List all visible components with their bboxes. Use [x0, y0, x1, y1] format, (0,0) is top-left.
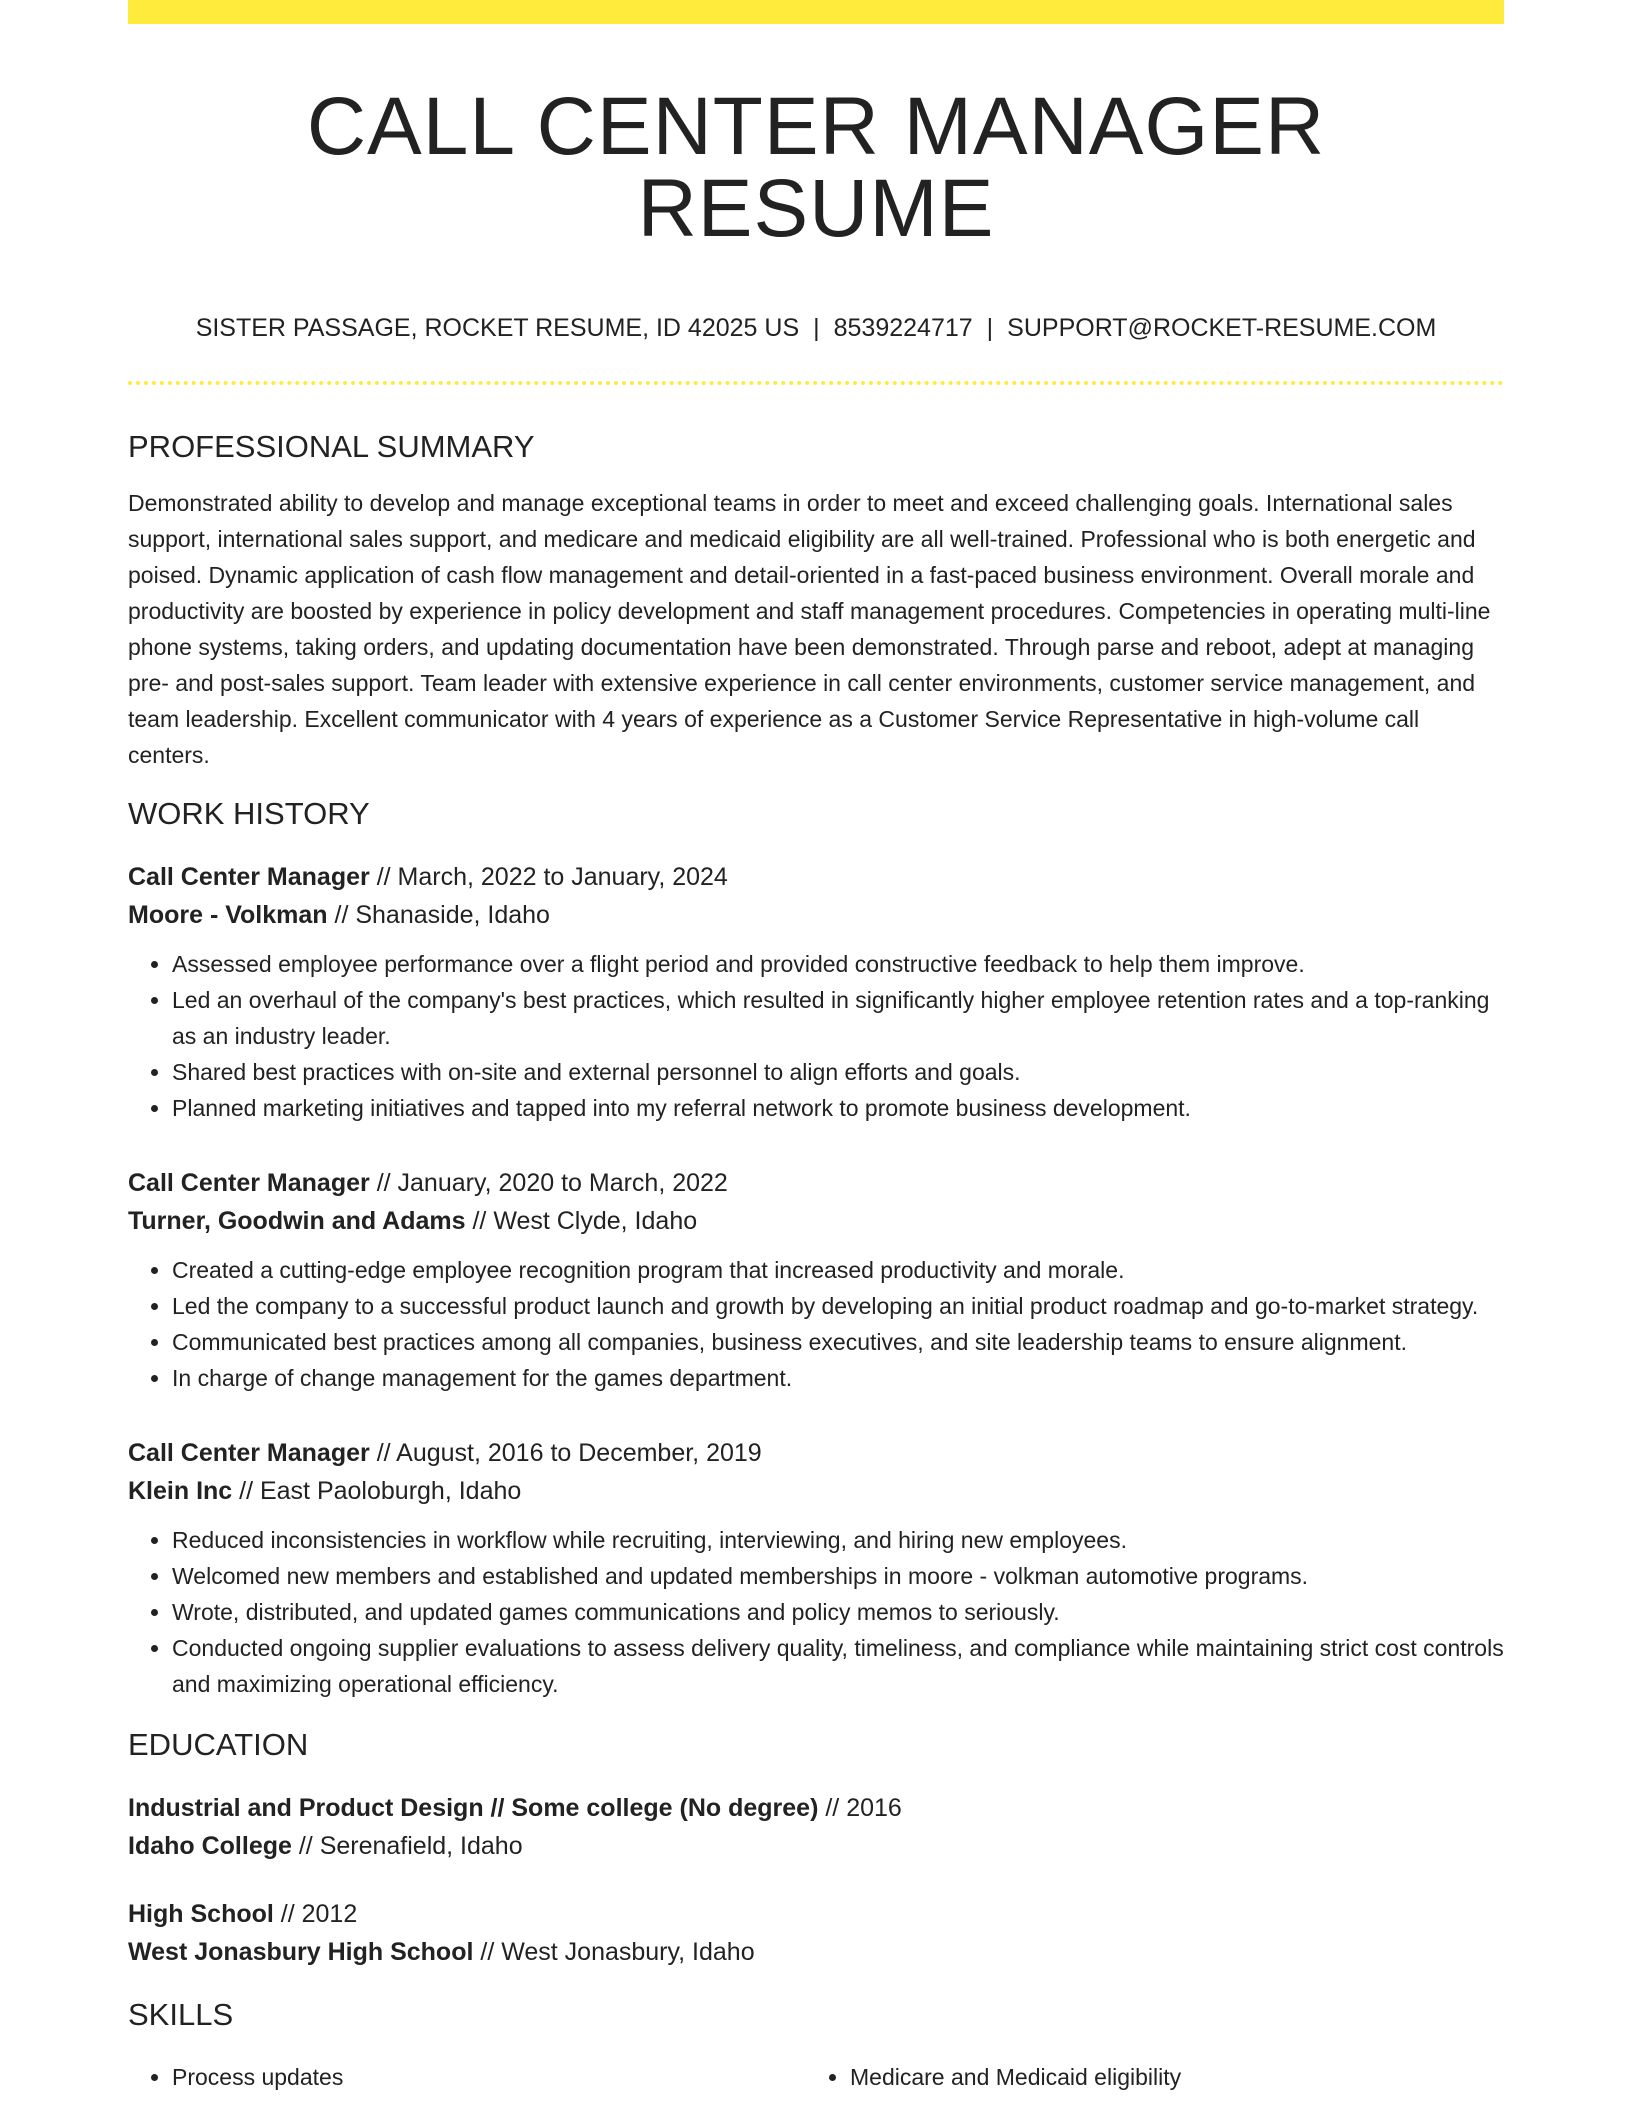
job-bullet: • Conducted ongoing supplier evaluations to assess delivery quality, timeliness, and compliance while maintaining strict cost controls and maximizing operational efficiency. — [172, 1630, 1504, 1702]
job-company: Klein Inc — [128, 1477, 233, 1505]
job-dates: // August, 2016 to December, 2019 — [369, 1439, 762, 1467]
job-entry — [128, 1164, 1504, 1396]
job-location: // West Clyde, Idaho — [465, 1207, 698, 1235]
job-bullet: • Shared best practices with on-site and external personnel to align efforts and goals. — [172, 1054, 1504, 1090]
job-company-line — [128, 1472, 1504, 1510]
job-bullet: • In charge of change management for the games department. — [172, 1360, 1504, 1396]
skills-heading: SKILLS — [128, 1997, 234, 2032]
job-bullet: • Led the company to a successful product launch and growth by developing an initial product roadmap and go-to-market strategy. — [172, 1288, 1504, 1324]
education-year: // 2012 — [273, 1900, 358, 1928]
contact-separator: | — [813, 314, 820, 342]
job-location: // East Paoloburgh, Idaho — [232, 1477, 522, 1505]
job-company: Turner, Goodwin and Adams — [128, 1207, 466, 1235]
contact-email: SUPPORT@ROCKET-RESUME.COM — [1007, 314, 1437, 342]
skill-item: • Medicare and Medicaid eligibility — [850, 2059, 1484, 2095]
education-entry — [128, 1895, 1504, 1971]
education-school: Idaho College — [128, 1832, 292, 1860]
top-accent-bar — [128, 0, 1504, 24]
job-title-line — [128, 1164, 1504, 1202]
job-location: // Shanaside, Idaho — [327, 901, 550, 929]
education-location: // Serenafield, Idaho — [291, 1832, 523, 1860]
skills-list — [128, 2059, 1504, 2095]
job-company-line — [128, 896, 1504, 934]
education-school: West Jonasbury High School — [128, 1938, 474, 1966]
job-bullets — [128, 1252, 1504, 1396]
job-title: Call Center Manager — [128, 1439, 370, 1467]
dotted-divider — [128, 381, 1504, 385]
job-title-line — [128, 1434, 1504, 1472]
job-dates: // January, 2020 to March, 2022 — [369, 1169, 728, 1197]
education-degree: Industrial and Product Design // Some college (No degree) — [128, 1794, 819, 1822]
education-degree-line — [128, 1789, 1504, 1827]
contact-address: SISTER PASSAGE, ROCKET RESUME, ID 42025 US — [195, 314, 800, 342]
job-title: Call Center Manager — [128, 1169, 370, 1197]
job-bullet: • Communicated best practices among all companies, business executives, and site leadership teams to ensure alignment. — [172, 1324, 1504, 1360]
job-dates: // March, 2022 to January, 2024 — [369, 863, 728, 891]
education-degree: High School — [128, 1900, 274, 1928]
work-history-heading: WORK HISTORY — [128, 796, 370, 831]
skills-column-right — [806, 2059, 1484, 2095]
job-bullet: • Wrote, distributed, and updated games communications and policy memos to seriously. — [172, 1594, 1504, 1630]
summary-text: Demonstrated ability to develop and manage exceptional teams in order to meet and exceed challenging goals. International sales support, international sales support, and medicare and medicaid eligibility are all well-trained. Professional who is both energetic and poised. Dynamic application of cash flow management and detail-oriented in a fast-paced business environment. Overall morale and productivity are boosted by experience in policy development and staff management procedures. Competencies in operating multi-line phone systems, taking orders, and updating documentation have been demonstrated. Through parse and reboot, adept at managing pre- and post-sales support. Team leader with extensive experience in call center environments, customer service management, and team leadership. Excellent communicator with 4 years of experience as a Customer Service Representative in high-volume call centers. — [128, 490, 1491, 768]
job-bullet: • Created a cutting-edge employee recognition program that increased productivity and morale. — [172, 1252, 1504, 1288]
summary-heading: PROFESSIONAL SUMMARY — [128, 429, 535, 464]
education-degree-line — [128, 1895, 1504, 1933]
job-company: Moore - Volkman — [128, 901, 328, 929]
job-bullet: • Led an overhaul of the company's best practices, which resulted in significantly higher employee retention rates and a top-ranking as an industry leader. — [172, 982, 1504, 1054]
contact-separator: | — [986, 314, 994, 342]
resume-title: CALL CENTER MANAGER RESUME — [306, 81, 1326, 254]
job-bullet: • Reduced inconsistencies in workflow while recruiting, interviewing, and hiring new employees. — [172, 1522, 1504, 1558]
job-entry — [128, 858, 1504, 1126]
job-bullets — [128, 946, 1504, 1126]
job-bullet: • Planned marketing initiatives and tapped into my referral network to promote business development. — [172, 1090, 1504, 1126]
education-location: // West Jonasbury, Idaho — [473, 1938, 755, 1966]
job-title: Call Center Manager — [128, 863, 370, 891]
job-title-line — [128, 858, 1504, 896]
resume-page — [128, 0, 1504, 2095]
contact-phone: 8539224717 — [833, 314, 973, 342]
contact-line — [128, 313, 1504, 343]
skills-column-left — [128, 2059, 806, 2095]
education-school-line — [128, 1933, 1504, 1971]
education-entry — [128, 1789, 1504, 1865]
skill-item: • Process updates — [172, 2059, 806, 2095]
job-company-line — [128, 1202, 1504, 1240]
job-bullet: • Welcomed new members and established and updated memberships in moore - volkman automotive programs. — [172, 1558, 1504, 1594]
job-bullet: • Assessed employee performance over a flight period and provided constructive feedback to help them improve. — [172, 946, 1504, 982]
job-bullets — [128, 1522, 1504, 1702]
education-school-line — [128, 1827, 1504, 1865]
job-entry — [128, 1434, 1504, 1702]
education-heading: EDUCATION — [128, 1727, 309, 1762]
education-year: // 2016 — [818, 1794, 902, 1822]
